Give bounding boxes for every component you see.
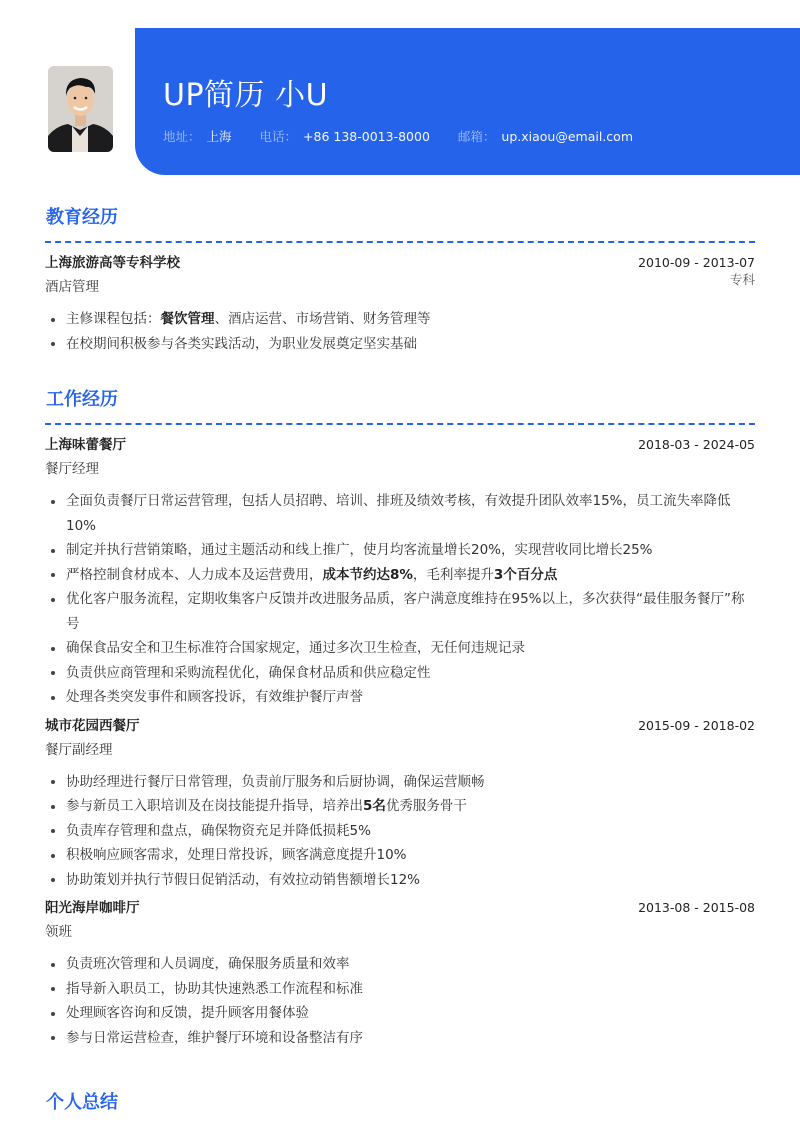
job-title: 餐厅经理 — [45, 461, 99, 477]
bullet-text: 负责班次管理和人员调度，确保服务质量和效率 — [66, 956, 350, 972]
bullet-text: 优秀服务骨干 — [385, 798, 467, 814]
bullet-text: 、酒店运营、市场营销、财务管理等 — [214, 311, 431, 327]
entry-date: 2015-09 - 2018-02 — [638, 717, 755, 733]
bullet-text: 负责供应商管理和采购流程优化，确保食材品质和供应稳定性 — [66, 664, 431, 681]
contact-email — [458, 128, 633, 146]
bullet-text: 积极响应顾客需求，处理日常投诉，顾客满意度提升10% — [66, 847, 407, 863]
bullet-text: 参与日常运营检查，维护餐厅环境和设备整洁有序 — [66, 1029, 363, 1046]
education-entry — [45, 253, 755, 356]
contact-phone — [260, 128, 430, 146]
bullet-text: 处理顾客咨询和反馈，提升顾客用餐体验 — [66, 1005, 309, 1021]
bullet-text: 全面负责餐厅日常运营管理，包括人员招聘、培训、排班及绩效考核，有效提升团队效率15%，员工流失率降低10% — [66, 493, 731, 534]
bullet-text: 协助经理进行餐厅日常管理，负责前厅服务和后厨协调，确保运营顺畅 — [66, 773, 485, 790]
company-name: 阳光海岸咖啡厅 — [45, 900, 140, 916]
work-entry — [45, 435, 755, 710]
list-item — [45, 1001, 755, 1026]
list-item — [45, 307, 755, 332]
bullet-text: 主修课程包括： — [66, 311, 161, 327]
company-name: 城市花园西餐厅 — [45, 717, 140, 734]
highlight-text: 5名 — [363, 798, 386, 814]
bullet-text: 协助策划并执行节假日促销活动，有效拉动销售额增长12% — [66, 871, 421, 888]
list-item — [45, 794, 755, 819]
bullet-text: 确保食品安全和卫生标准符合国家规定，通过多次卫生检查，无任何违规记录 — [66, 640, 525, 656]
section-divider — [45, 423, 755, 425]
list-item — [45, 977, 755, 1002]
bullet-text: 严格控制食材成本、人力成本及运营费用， — [66, 566, 323, 583]
degree: 专科 — [729, 272, 755, 287]
work-entry — [45, 898, 755, 1050]
list-item — [45, 868, 755, 893]
entry-date: 2010-09 - 2013-07 — [638, 255, 755, 270]
bullet-text: 优化客户服务流程，定期收集客户反馈并改进服务品质，客户满意度维持在95%以上，多次获得“最佳服务餐厅”称号 — [66, 591, 745, 632]
major: 酒店管理 — [45, 279, 99, 295]
list-item — [45, 661, 755, 686]
summary-section — [45, 1090, 755, 1116]
list-item — [45, 587, 755, 636]
resume-body — [45, 205, 755, 1130]
contact-email-label: 邮箱： — [457, 129, 496, 144]
bullet-text: 制定并执行营销策略，通过主题活动和线上推广，使月均客流量增长20%，实现营收同比增长25% — [66, 542, 653, 558]
section-title-work: 工作经历 — [46, 389, 118, 410]
list-item — [45, 636, 755, 661]
school-name: 上海旅游高等专科学校 — [45, 255, 180, 271]
section-title-summary: 个人总结 — [46, 1092, 118, 1113]
contact-phone-value[interactable]: +86 138-0013-8000 — [303, 129, 430, 144]
highlight-text: 餐饮管理 — [160, 311, 215, 327]
bullet-text: 处理各类突发事件和顾客投诉，有效维护餐厅声誉 — [66, 689, 363, 705]
company-name: 上海味蕾餐厅 — [45, 437, 126, 453]
contact-email-value[interactable]: up.xiaou@email.com — [501, 129, 633, 144]
bullet-text: 负责库存管理和盘点，确保物资充足并降低损耗5% — [66, 822, 371, 839]
bullet-text: ，毛利率提升 — [412, 566, 494, 583]
entry-date: 2018-03 - 2024-05 — [638, 437, 755, 452]
contact-address — [163, 128, 232, 146]
section-title-education: 教育经历 — [46, 207, 118, 228]
section-divider — [45, 241, 755, 243]
list-item — [45, 332, 755, 357]
contact-address-value: 上海 — [206, 129, 232, 144]
list-item — [45, 685, 755, 710]
bullet-text: 在校期间积极参与各类实践活动，为职业发展奠定坚实基础 — [66, 335, 417, 352]
list-item — [45, 489, 755, 538]
highlight-text: 成本节约达8% — [322, 566, 413, 583]
contact-address-label: 地址： — [163, 129, 201, 144]
contact-info — [163, 128, 633, 146]
bullet-list — [45, 307, 755, 356]
bullet-list — [45, 770, 755, 893]
candidate-name: UP简历 小U — [163, 78, 329, 113]
list-item — [45, 1026, 755, 1051]
bullet-text: 参与新员工入职培训及在岗技能提升指导，培养出 — [66, 798, 363, 814]
education-section — [45, 205, 755, 356]
bullet-list — [45, 952, 755, 1050]
job-title: 餐厅副经理 — [45, 741, 113, 758]
contact-phone-label: 电话： — [259, 129, 298, 144]
list-item — [45, 843, 755, 868]
entry-date: 2013-08 - 2015-08 — [638, 900, 755, 915]
list-item — [45, 952, 755, 977]
bullet-list — [45, 489, 755, 710]
avatar-photo-icon — [48, 66, 113, 152]
work-entry — [45, 716, 755, 893]
bullet-text: 指导新入职员工，协助其快速熟悉工作流程和标准 — [66, 980, 363, 997]
list-item — [45, 770, 755, 795]
list-item — [45, 819, 755, 844]
job-title: 领班 — [45, 924, 72, 940]
work-section — [45, 387, 755, 1050]
avatar — [48, 66, 113, 152]
list-item — [45, 563, 755, 588]
list-item — [45, 538, 755, 563]
highlight-text: 3个百分点 — [493, 566, 558, 583]
